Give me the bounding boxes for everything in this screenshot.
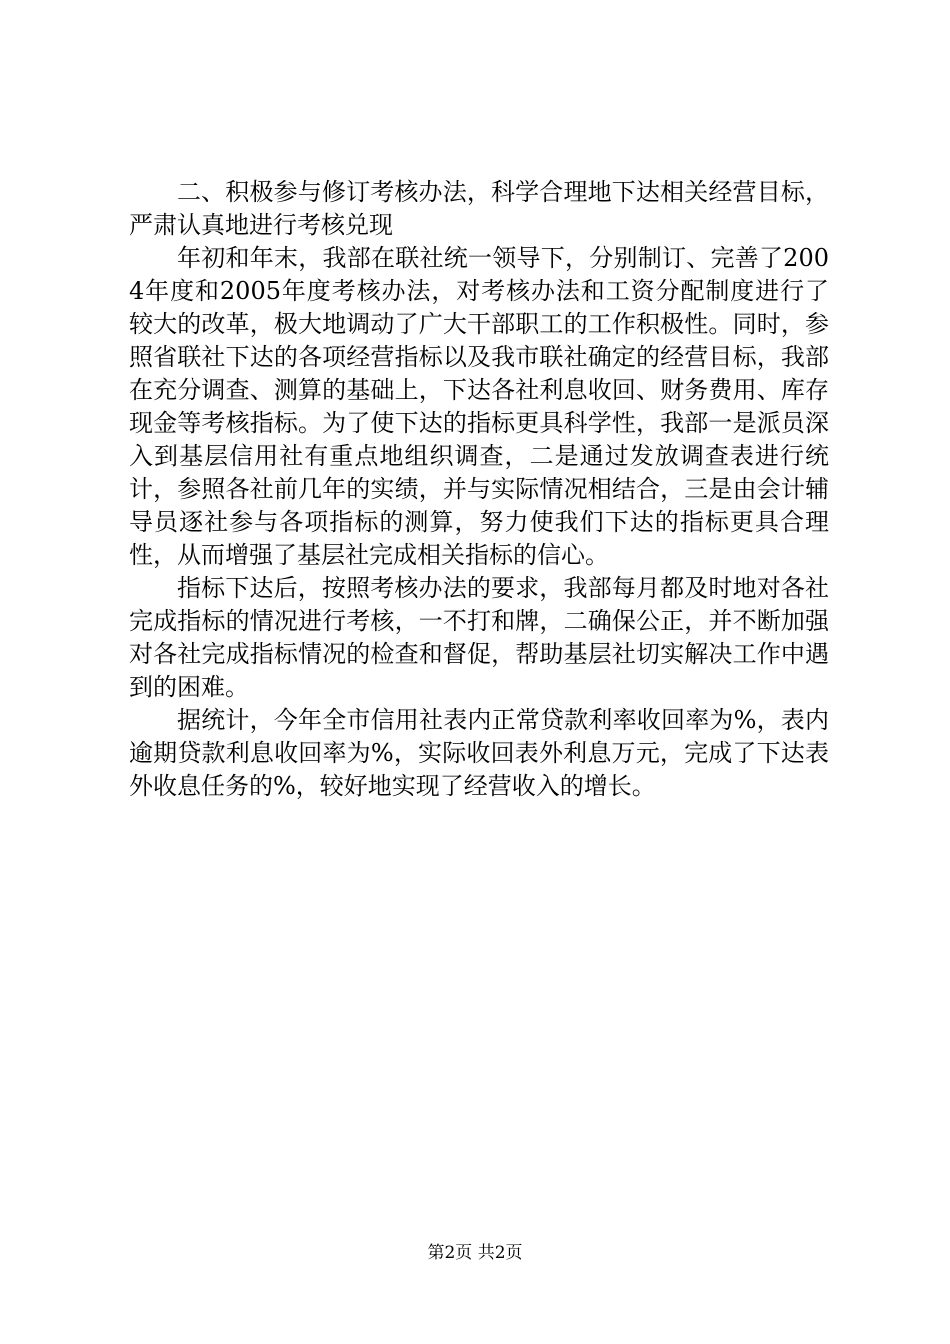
- body-paragraph: 年初和年末，我部在联社统一领导下，分别制订、完善了2004年度和2005年度考核办法，对考核办法和工资分配制度进行了较大的改革，极大地调动了广大干部职工的工作积极性。同时，参照省联社下达的各项经营指标以及我市联社确定的经营目标，我部在充分调查、测算的基础上，下达各社利息收回、财务费用、库存现金等考核指标。为了使下达的指标更具科学性，我部一是派员深入到基层信用社有重点地组织调查，二是通过发放调查表进行统计，参照各社前几年的实绩，并与实际情况相结合，三是由会计辅导员逐社参与各项指标的测算，努力使我们下达的指标更具合理性，从而增强了基层社完成相关指标的信心。: [129, 244, 829, 569]
- section-heading-paragraph: 二、积极参与修订考核办法，科学合理地下达相关经营目标，严肃认真地进行考核兑现: [129, 178, 829, 239]
- document-body: [129, 176, 829, 803]
- page-number-footer: 第2页 共2页: [427, 1243, 523, 1263]
- body-paragraph: 据统计，今年全市信用社表内正常贷款利率收回率为%，表内逾期贷款利息收回率为%，实际收回表外利息万元，完成了下达表外收息任务的%，较好地实现了经营收入的增长。: [129, 706, 829, 800]
- body-paragraph: 指标下达后，按照考核办法的要求，我部每月都及时地对各社完成指标的情况进行考核，一不打和牌，二确保公正，并不断加强对各社完成指标情况的检查和督促，帮助基层社切实解决工作中遇到的困难。: [129, 574, 829, 701]
